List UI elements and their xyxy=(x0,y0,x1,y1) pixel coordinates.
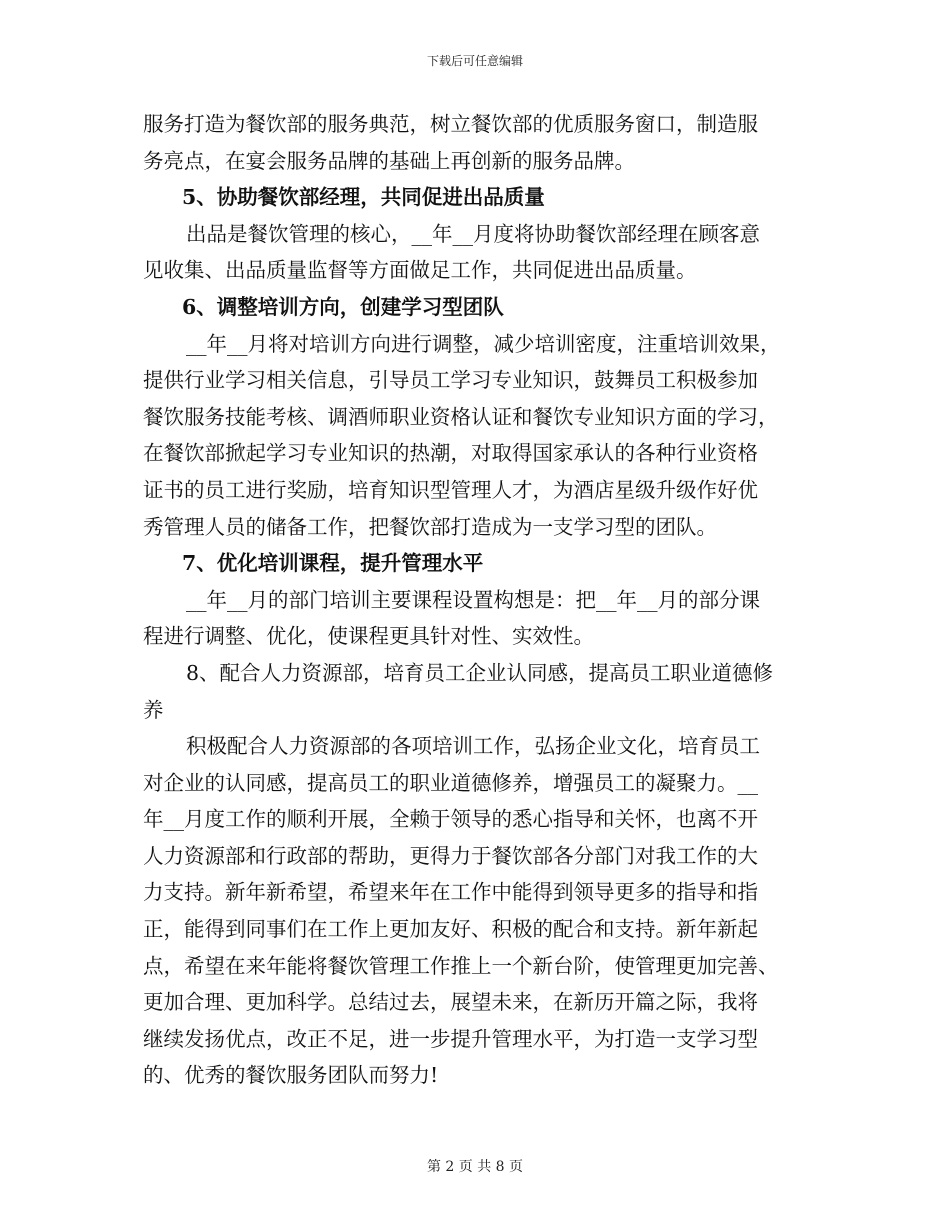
body-text-line: 人力资源部和行政部的帮助，更得力于餐饮部各分部门对我工作的大 xyxy=(143,843,758,868)
body-text-line: 对企业的认同感，提高员工的职业道德修养，增强员工的凝聚力。__ xyxy=(143,770,758,795)
body-text-line: 力支持。新年新希望，希望来年在工作中能得到领导更多的指导和指 xyxy=(143,880,758,905)
body-text-line: 见收集、出品质量监督等方面做足工作，共同促进出品质量。 xyxy=(143,258,697,283)
body-text-line: 在餐饮部掀起学习专业知识的热潮，对取得国家承认的各种行业资格 xyxy=(143,441,758,466)
body-text-line: 8、配合人力资源部，培育员工企业认同感，提高员工职业道德修 xyxy=(186,660,774,685)
body-text-line: 证书的员工进行奖励，培育知识型管理人才，为酒店星级升级作好优 xyxy=(143,477,758,502)
body-text-line: 继续发扬优点，改正不足，进一步提升管理水平，为打造一支学习型 xyxy=(143,1026,758,1051)
body-text-line: 程进行调整、优化，使课程更具针对性、实效性。 xyxy=(143,624,594,649)
section-heading: 7、优化培训课程，提升管理水平 xyxy=(182,551,484,576)
body-text-line: 提供行业学习相关信息，引导员工学习专业知识，鼓舞员工积极参加 xyxy=(143,368,758,393)
section-heading: 6、调整培训方向，创建学习型团队 xyxy=(182,294,504,319)
body-text-line: 正，能得到同事们在工作上更加友好、积极的配合和支持。新年新起 xyxy=(143,917,758,942)
body-text-line: 餐饮服务技能考核、调酒师职业资格认证和餐饮专业知识方面的学习， xyxy=(143,404,779,429)
body-text-line: 务亮点，在宴会服务品牌的基础上再创新的服务品牌。 xyxy=(143,148,635,173)
page-header: 下载后可任意编辑 xyxy=(426,54,523,68)
document-body xyxy=(143,106,813,1094)
body-text-line: 更加合理、更加科学。总结过去，展望未来，在新历开篇之际，我将 xyxy=(143,990,758,1015)
body-text-line: 服务打造为餐饮部的服务典范，树立餐饮部的优质服务窗口，制造服 xyxy=(143,112,758,136)
body-text-line: 出品是餐饮管理的核心，__年__月度将协助餐饮部经理在顾客意 xyxy=(186,221,760,246)
body-text-line: __年__月的部门培训主要课程设置构想是：把__年__月的部分课 xyxy=(186,587,760,612)
page-footer: 第 2 页 共 8 页 xyxy=(426,1159,524,1175)
body-text-line: 的、优秀的餐饮服务团队而努力! xyxy=(143,1063,439,1088)
body-text-line: 点，希望在来年能将餐饮管理工作推上一个新台阶，使管理更加完善、 xyxy=(143,953,779,978)
body-text-line: 养 xyxy=(143,697,164,722)
body-text-line: 秀管理人员的储备工作，把餐饮部打造成为一支学习型的团队。 xyxy=(143,514,717,539)
body-text-line: 积极配合人力资源部的各项培训工作，弘扬企业文化，培育员工 xyxy=(186,734,760,759)
body-text-line: __年__月将对培训方向进行调整，减少培训密度，注重培训效果， xyxy=(186,331,781,356)
section-heading: 5、协助餐饮部经理，共同促进出品质量 xyxy=(182,185,545,210)
body-text-line: 年__月度工作的顺利开展，全赖于领导的悉心指导和关怀，也离不开 xyxy=(143,807,758,832)
